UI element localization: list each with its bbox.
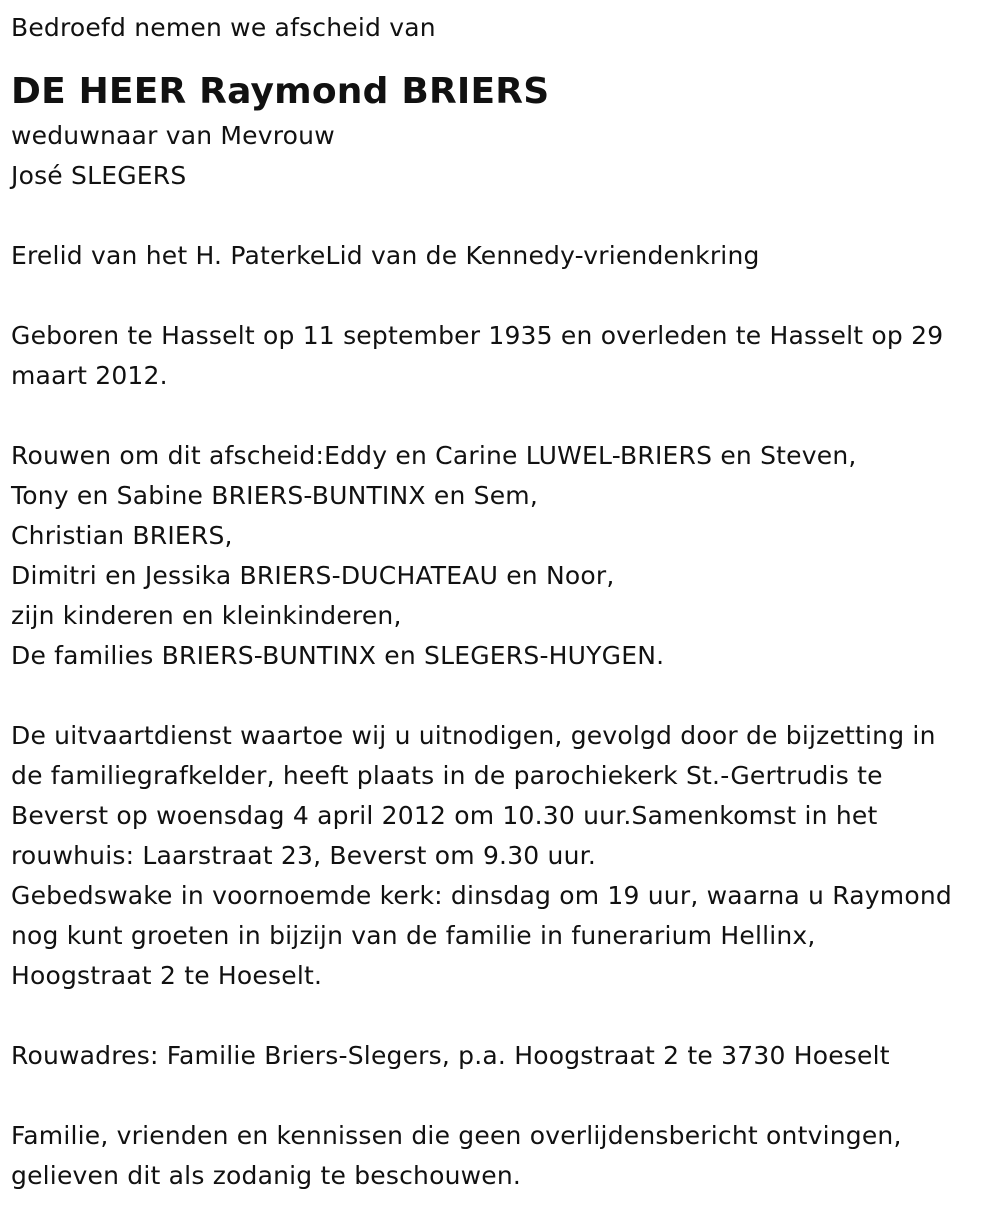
funeral-line: Hoogstraat 2 te Hoeselt. [11,961,323,990]
funeral-line: de familiegrafkelder, heeft plaats in de parochiekerk St.-Gertrudis te [11,761,883,790]
birth-death-line: maart 2012. [11,361,168,390]
mourners-line: Dimitri en Jessika BRIERS-DUCHATEAU en Noor, [11,561,615,590]
funeral-line: De uitvaartdienst waartoe wij u uitnodigen, gevolgd door de bijzetting in [11,721,936,750]
intro-text: Bedroefd nemen we afscheid van [11,13,436,42]
birth-death-section [11,316,990,396]
honorary-text: Erelid van het H. PaterkeLid van de Kennedy-vriendenkring [11,241,760,270]
funeral-line: Gebedswake in voornoemde kerk: dinsdag om 19 uur, waarna u Raymond [11,881,952,910]
closing-line: Familie, vrienden en kennissen die geen overlijdensbericht ontvingen, [11,1121,902,1150]
mourners-line: Christian BRIERS, [11,521,233,550]
spouse-line: José SLEGERS [11,161,187,190]
birth-death-line: Geboren te Hasselt op 11 september 1935 en overleden te Hasselt op 29 [11,321,944,350]
funeral-section [11,716,990,996]
mourners-line: De families BRIERS-BUNTINX en SLEGERS-HUYGEN. [11,641,665,670]
spouse-line: weduwnaar van Mevrouw [11,121,335,150]
address-section [11,1036,990,1076]
honorary-section [11,236,990,276]
mourners-line: Tony en Sabine BRIERS-BUNTINX en Sem, [11,481,539,510]
funeral-line: rouwhuis: Laarstraat 23, Beverst om 9.30 uur. [11,841,596,870]
mourners-line: Rouwen om dit afscheid:Eddy en Carine LUWEL-BRIERS en Steven, [11,441,857,470]
closing-section [11,1116,990,1196]
funeral-line: nog kunt groeten in bijzijn van de familie in funerarium Hellinx, [11,921,816,950]
funeral-line: Beverst op woensdag 4 april 2012 om 10.30 uur.Samenkomst in het [11,801,878,830]
deceased-name: DE HEER Raymond BRIERS [11,71,550,112]
spouse-section [11,116,990,196]
closing-line: gelieven dit als zodanig te beschouwen. [11,1161,522,1190]
mourning-address: Rouwadres: Familie Briers-Slegers, p.a. Hoogstraat 2 te 3730 Hoeselt [11,1041,890,1070]
mourners-line: zijn kinderen en kleinkinderen, [11,601,402,630]
mourners-section [11,436,990,676]
